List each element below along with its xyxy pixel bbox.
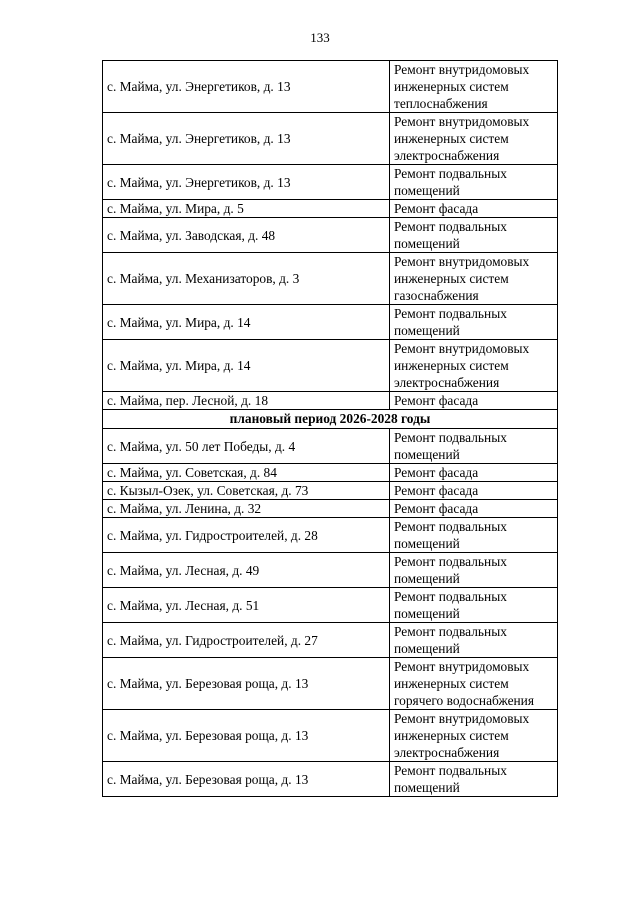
- table-row: [103, 623, 558, 658]
- work-type-cell: Ремонт подвальных помещений: [390, 762, 558, 797]
- table-row: [103, 658, 558, 710]
- table-row: [103, 464, 558, 482]
- table-row: [103, 500, 558, 518]
- address-cell: с. Майма, ул. Гидростроителей, д. 27: [103, 623, 390, 658]
- work-type-cell: Ремонт внутридомовых инженерных систем теплоснабжения: [390, 61, 558, 113]
- address-cell: с. Майма, ул. Лесная, д. 49: [103, 553, 390, 588]
- table-row: [103, 588, 558, 623]
- work-type-cell: Ремонт подвальных помещений: [390, 429, 558, 464]
- address-cell: с. Майма, ул. Лесная, д. 51: [103, 588, 390, 623]
- work-type-cell: Ремонт фасада: [390, 392, 558, 410]
- address-cell: с. Майма, пер. Лесной, д. 18: [103, 392, 390, 410]
- address-cell: с. Майма, ул. 50 лет Победы, д. 4: [103, 429, 390, 464]
- table-row: [103, 165, 558, 200]
- table-row: [103, 762, 558, 797]
- section-header-row: [103, 410, 558, 429]
- table-row: [103, 200, 558, 218]
- work-type-cell: Ремонт подвальных помещений: [390, 305, 558, 340]
- table-row: [103, 518, 558, 553]
- work-type-cell: Ремонт подвальных помещений: [390, 553, 558, 588]
- address-cell: с. Майма, ул. Советская, д. 84: [103, 464, 390, 482]
- table-row: [103, 429, 558, 464]
- table-row: [103, 305, 558, 340]
- address-cell: с. Майма, ул. Заводская, д. 48: [103, 218, 390, 253]
- page-number: 133: [310, 30, 330, 45]
- section-title: плановый период 2026-2028 годы: [103, 410, 558, 429]
- work-type-cell: Ремонт фасада: [390, 482, 558, 500]
- table-row: [103, 553, 558, 588]
- table-row: [103, 710, 558, 762]
- address-cell: с. Майма, ул. Механизаторов, д. 3: [103, 253, 390, 305]
- address-cell: с. Майма, ул. Березовая роща, д. 13: [103, 658, 390, 710]
- address-cell: с. Майма, ул. Ленина, д. 32: [103, 500, 390, 518]
- work-type-cell: Ремонт фасада: [390, 500, 558, 518]
- work-type-cell: Ремонт подвальных помещений: [390, 165, 558, 200]
- work-type-cell: Ремонт внутридомовых инженерных систем электроснабжения: [390, 113, 558, 165]
- address-cell: с. Майма, ул. Гидростроителей, д. 28: [103, 518, 390, 553]
- table-row: [103, 482, 558, 500]
- table-row: [103, 218, 558, 253]
- address-cell: с. Майма, ул. Мира, д. 14: [103, 340, 390, 392]
- table-row: [103, 340, 558, 392]
- work-type-cell: Ремонт подвальных помещений: [390, 218, 558, 253]
- work-type-cell: Ремонт подвальных помещений: [390, 518, 558, 553]
- address-cell: с. Майма, ул. Энергетиков, д. 13: [103, 113, 390, 165]
- table-row: [103, 113, 558, 165]
- work-type-cell: Ремонт внутридомовых инженерных систем электроснабжения: [390, 340, 558, 392]
- address-cell: с. Кызыл-Озек, ул. Советская, д. 73: [103, 482, 390, 500]
- address-cell: с. Майма, ул. Мира, д. 5: [103, 200, 390, 218]
- table-row: [103, 61, 558, 113]
- work-type-cell: Ремонт внутридомовых инженерных систем горячего водоснабжения: [390, 658, 558, 710]
- work-type-cell: Ремонт подвальных помещений: [390, 623, 558, 658]
- work-type-cell: Ремонт внутридомовых инженерных систем газоснабжения: [390, 253, 558, 305]
- table-row: [103, 392, 558, 410]
- address-cell: с. Майма, ул. Березовая роща, д. 13: [103, 710, 390, 762]
- work-type-cell: Ремонт фасада: [390, 464, 558, 482]
- address-cell: с. Майма, ул. Мира, д. 14: [103, 305, 390, 340]
- address-cell: с. Майма, ул. Березовая роща, д. 13: [103, 762, 390, 797]
- table-row: [103, 253, 558, 305]
- address-cell: с. Майма, ул. Энергетиков, д. 13: [103, 61, 390, 113]
- work-type-cell: Ремонт внутридомовых инженерных систем электроснабжения: [390, 710, 558, 762]
- work-type-cell: Ремонт подвальных помещений: [390, 588, 558, 623]
- repair-schedule-table: [102, 60, 558, 797]
- work-type-cell: Ремонт фасада: [390, 200, 558, 218]
- address-cell: с. Майма, ул. Энергетиков, д. 13: [103, 165, 390, 200]
